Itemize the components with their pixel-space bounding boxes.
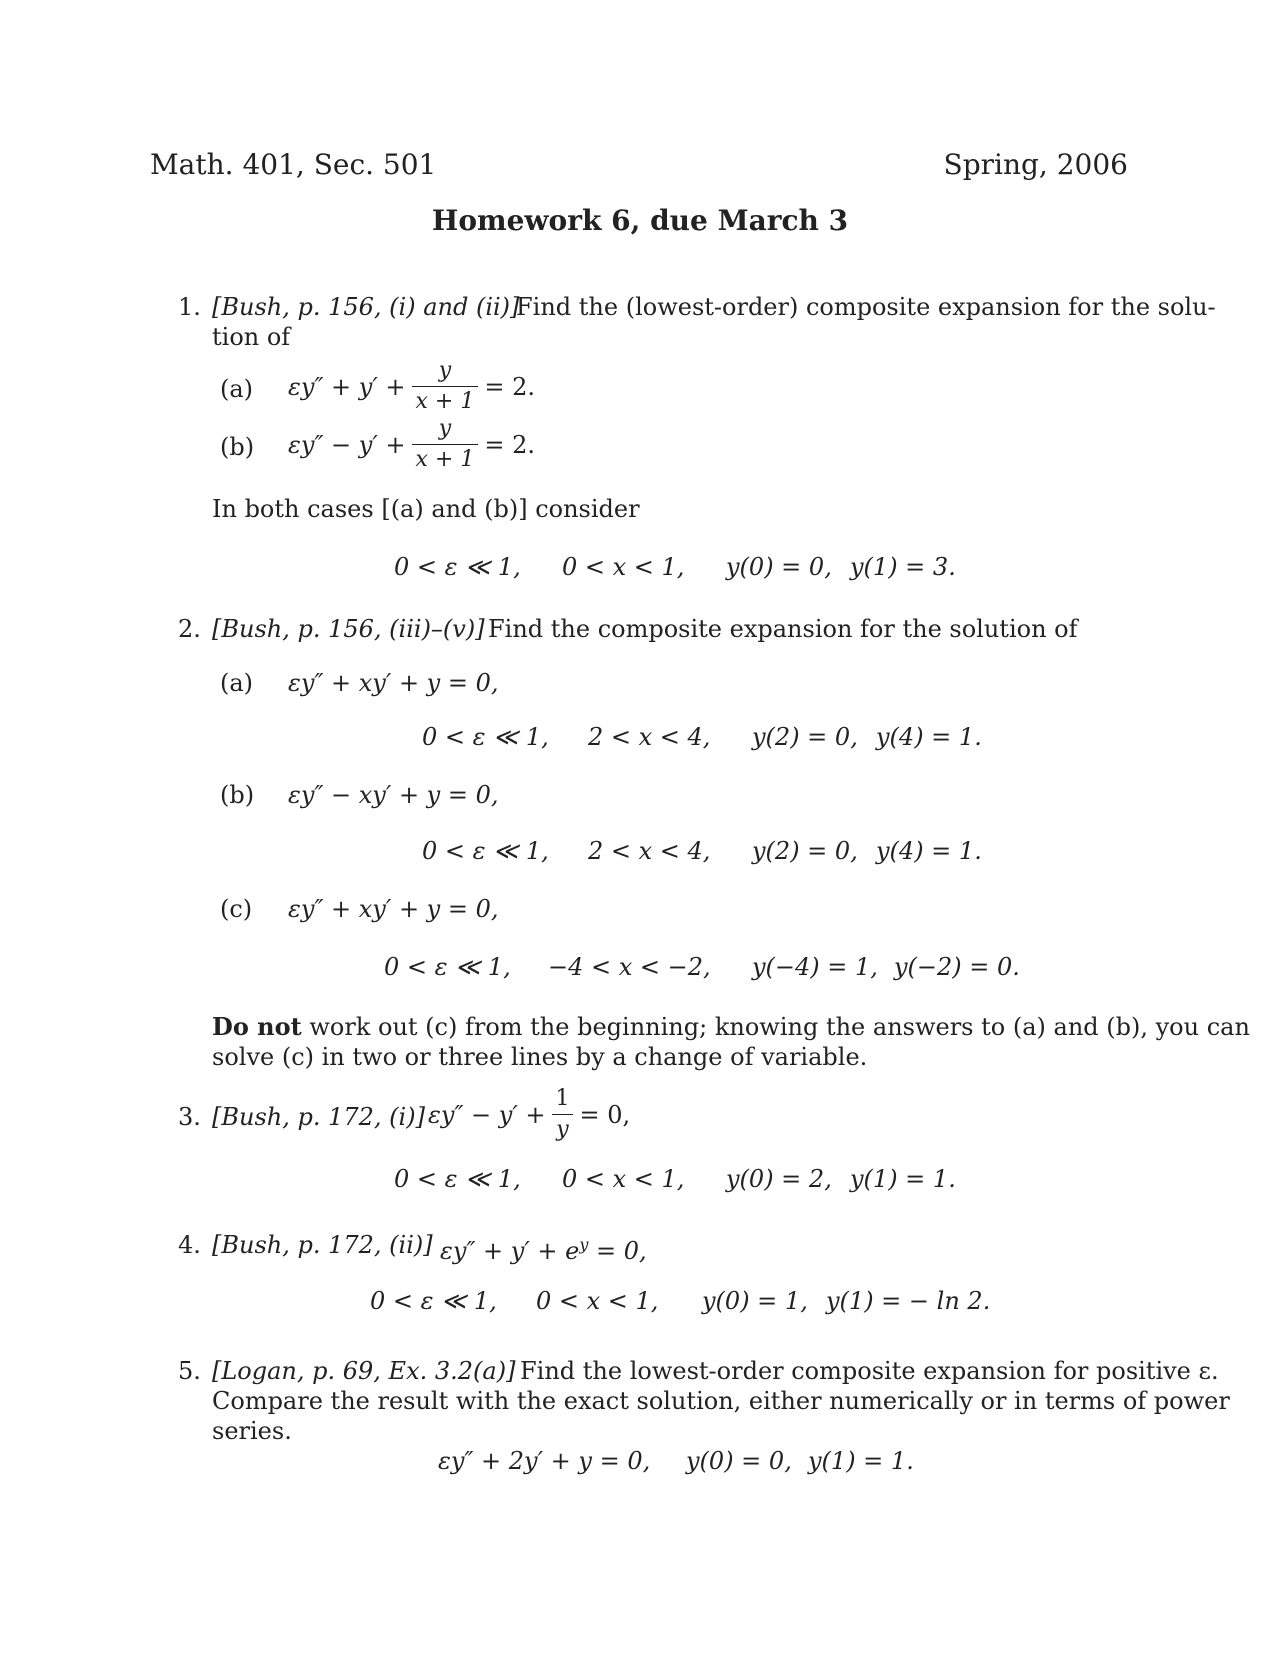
problem-3-cond-y1: y(1) = 1. (850, 1165, 956, 1193)
problem-2-note-emphasis: Do not (212, 1012, 302, 1041)
problem-1a-denominator: x + 1 (412, 386, 479, 415)
problem-1a-numerator: y (438, 358, 452, 383)
problem-2b-cond-eps: 0 < ε ≪ 1, (422, 837, 549, 865)
problem-3-lhs: εy″ − y′ + (428, 1100, 546, 1129)
problem-1-text: Find the (lowest-order) composite expansion for the solu- (516, 293, 1216, 321)
problem-2-reference: [Bush, p. 156, (iii)–(v)] (212, 615, 485, 643)
problem-5-cond-y1: y(1) = 1. (808, 1447, 914, 1475)
course-label: Math. 401, Sec. 501 (150, 148, 437, 181)
problem-5-equation: εy″ + 2y′ + y = 0, (438, 1447, 651, 1475)
page-title: Homework 6, due March 3 (431, 204, 849, 237)
problem-2c-equation: εy″ + xy′ + y = 0, (288, 895, 499, 923)
problem-4-cond-y0: y(0) = 1, (702, 1287, 808, 1315)
problem-2c-cond-x: −4 < x < −2, (548, 953, 711, 981)
problem-2a-cond-y2: y(2) = 0, (752, 723, 858, 751)
problem-4-reference: [Bush, p. 172, (ii)] (212, 1231, 433, 1259)
problem-4-number: 4. (178, 1231, 201, 1259)
problem-3-cond-eps: 0 < ε ≪ 1, (394, 1165, 521, 1193)
problem-5-cond-y0: y(0) = 0, (686, 1447, 792, 1475)
problem-5-text-line3: series. (212, 1417, 292, 1445)
problem-1a-lhs: εy″ + y′ + (288, 372, 406, 401)
problem-2-number: 2. (178, 615, 201, 643)
problem-2c-cond-eps: 0 < ε ≪ 1, (384, 953, 511, 981)
problem-5-text-line1: Find the lowest-order composite expansion for positive ε. (520, 1357, 1219, 1385)
problem-2b-cond-y4: y(4) = 1. (876, 837, 982, 865)
problem-5-number: 5. (178, 1357, 201, 1385)
problem-1-reference: [Bush, p. 156, (i) and (ii)] (212, 293, 520, 321)
problem-1-both-cases: In both cases [(a) and (b)] consider (212, 495, 640, 523)
problem-1-cond-eps: 0 < ε ≪ 1, (394, 553, 521, 581)
problem-2a-cond-eps: 0 < ε ≪ 1, (422, 723, 549, 751)
problem-2b-label: (b) (220, 781, 255, 809)
problem-3-number: 3. (178, 1103, 201, 1131)
problem-2-note-line2: solve (c) in two or three lines by a change of variable. (212, 1043, 868, 1071)
problem-2a-equation: εy″ + xy′ + y = 0, (288, 669, 499, 697)
problem-1b-lhs: εy″ − y′ + (288, 430, 406, 459)
problem-1-cond-x: 0 < x < 1, (562, 553, 685, 581)
problem-1-text-cont: tion of (212, 323, 291, 351)
problem-1b-denominator: x + 1 (412, 444, 479, 473)
problem-2a-label: (a) (220, 669, 254, 697)
problem-1-cond-y1: y(1) = 3. (850, 553, 956, 581)
problem-1b-rhs: = 2. (484, 430, 535, 459)
problem-4-cond-eps: 0 < ε ≪ 1, (370, 1287, 497, 1315)
problem-2c-label: (c) (220, 895, 253, 923)
problem-1a-equation (288, 358, 535, 415)
problem-1b-fraction (412, 416, 479, 473)
problem-1b-label: (b) (220, 433, 255, 461)
problem-1-cond-y0: y(0) = 0, (726, 553, 832, 581)
problem-4-equation (440, 1230, 647, 1266)
problem-4-eq-main: εy″ + y′ + e (440, 1237, 580, 1265)
problem-2b-equation: εy″ − xy′ + y = 0, (288, 781, 499, 809)
problem-3-cond-x: 0 < x < 1, (562, 1165, 685, 1193)
problem-4-eq-end: = 0, (588, 1237, 647, 1265)
problem-1b-equation (288, 416, 535, 473)
problem-5-reference: [Logan, p. 69, Ex. 3.2(a)] (212, 1357, 516, 1385)
problem-3-fraction (552, 1086, 574, 1143)
problem-3-numerator: 1 (555, 1086, 570, 1111)
problem-1a-label: (a) (220, 375, 254, 403)
problem-3-cond-y0: y(0) = 2, (726, 1165, 832, 1193)
problem-5-text-line2: Compare the result with the exact solution, either numerically or in terms of power (212, 1387, 1230, 1415)
problem-2-note-text: work out (c) from the beginning; knowing the answers to (a) and (b), you can (309, 1013, 1250, 1041)
problem-4-cond-y1: y(1) = − ln 2. (826, 1287, 991, 1315)
problem-2b-cond-y2: y(2) = 0, (752, 837, 858, 865)
problem-3-equation (428, 1086, 630, 1143)
problem-2-note-line1 (212, 1012, 1250, 1042)
problem-3-denominator: y (552, 1114, 572, 1143)
problem-2-text: Find the composite expansion for the solution of (488, 615, 1078, 643)
problem-3-rhs: = 0, (579, 1100, 631, 1129)
problem-2a-cond-x: 2 < x < 4, (588, 723, 711, 751)
problem-1a-rhs: = 2. (484, 372, 535, 401)
problem-1a-fraction (412, 358, 479, 415)
problem-2a-cond-y4: y(4) = 1. (876, 723, 982, 751)
problem-2c-cond-ym4: y(−4) = 1, (752, 953, 878, 981)
problem-4-cond-x: 0 < x < 1, (536, 1287, 659, 1315)
problem-1b-numerator: y (438, 416, 452, 441)
problem-1-number: 1. (178, 293, 201, 321)
term-label: Spring, 2006 (943, 148, 1128, 181)
problem-2b-cond-x: 2 < x < 4, (588, 837, 711, 865)
problem-3-reference: [Bush, p. 172, (i)] (212, 1103, 425, 1131)
problem-2c-cond-ym2: y(−2) = 0. (894, 953, 1020, 981)
problem-4-eq-exponent: y (579, 1235, 589, 1254)
